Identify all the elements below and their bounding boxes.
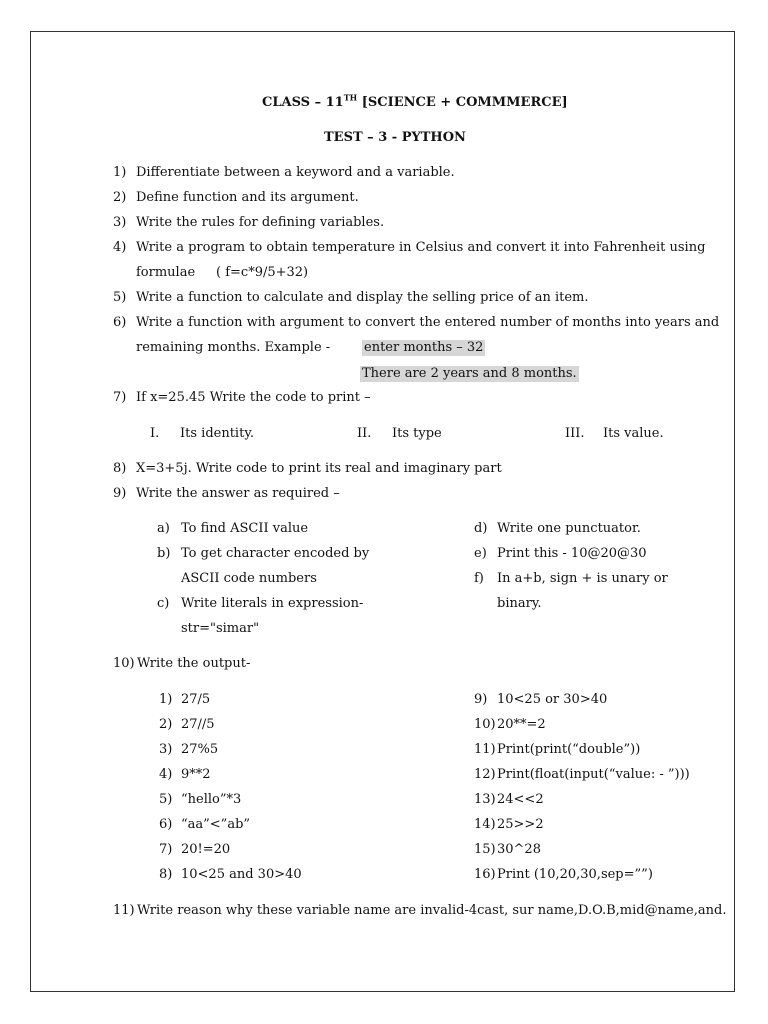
q9-b-line1: To get character encoded by (181, 546, 370, 561)
q10-right-9-number: 9) (474, 692, 488, 707)
q7-item-2-number: II. (357, 426, 372, 441)
class-prefix: CLASS – 11 (262, 95, 344, 110)
q10-right-11-number: 11) (474, 742, 496, 757)
q10-left-7-number: 7) (159, 842, 173, 857)
q10-left-2-number: 2) (159, 717, 173, 732)
q10-left-4-number: 4) (159, 767, 173, 782)
q10-text: Write the output- (137, 656, 251, 671)
q10-number: 10) (113, 656, 135, 671)
q6-number: 6) (113, 315, 127, 330)
q7-text: If x=25.45 Write the code to print – (136, 390, 371, 405)
q5-number: 5) (113, 290, 127, 305)
q10-right-15-text: 30^28 (497, 842, 541, 857)
q10-right-10-text: 20**=2 (497, 717, 546, 732)
q10-right-13-text: 24<<2 (497, 792, 544, 807)
q10-left-3-text: 27%5 (181, 742, 219, 757)
q9-f-line2: binary. (497, 596, 542, 611)
q10-left-5-text: “hello”*3 (181, 792, 242, 807)
q9-d-text: Write one punctuator. (497, 521, 641, 536)
q2-number: 2) (113, 190, 127, 205)
q10-right-12-text: Print(float(input(“value: - ”))) (497, 767, 690, 782)
q10-left-3-number: 3) (159, 742, 173, 757)
q7-item-1-number: I. (150, 426, 160, 441)
q4-formula: ( f=c*9/5+32) (216, 265, 309, 280)
q10-right-12-number: 12) (474, 767, 496, 782)
q4-number: 4) (113, 240, 127, 255)
q9-d-number: d) (474, 521, 488, 536)
q10-left-2-text: 27//5 (181, 717, 215, 732)
q10-right-16-text: Print (10,20,30,sep=””) (497, 867, 653, 882)
q9-e-text: Print this - 10@20@30 (497, 546, 647, 561)
q11-number: 11) (113, 903, 135, 918)
q9-a-text: To find ASCII value (181, 521, 309, 536)
q6-line2: remaining months. Example - (136, 340, 331, 355)
q9-c-line1: Write literals in expression- (181, 596, 364, 611)
q10-left-8-number: 8) (159, 867, 173, 882)
q10-left-4-text: 9**2 (181, 767, 211, 782)
q9-a-number: a) (157, 521, 170, 536)
q9-text: Write the answer as required – (136, 486, 340, 501)
q10-right-14-number: 14) (474, 817, 496, 832)
class-superscript: TH (343, 92, 358, 103)
q4-line2a: formulae (136, 265, 196, 280)
q1-text: Differentiate between a keyword and a variable. (136, 165, 455, 180)
class-heading (262, 92, 568, 111)
q9-e-number: e) (474, 546, 487, 561)
q3-text: Write the rules for defining variables. (136, 215, 385, 230)
q7-item-1-text: Its identity. (180, 426, 255, 441)
q8-number: 8) (113, 461, 127, 476)
q9-b-line2: ASCII code numbers (181, 571, 317, 586)
q10-left-1-number: 1) (159, 692, 173, 707)
q1-number: 1) (113, 165, 127, 180)
q9-f-number: f) (474, 571, 484, 586)
q8-text: X=3+5j. Write code to print its real and imaginary part (136, 461, 502, 476)
q10-left-7-text: 20!=20 (181, 842, 231, 857)
q10-right-9-text: 10<25 or 30>40 (497, 692, 608, 707)
q2-text: Define function and its argument. (136, 190, 359, 205)
test-heading: TEST – 3 - PYTHON (324, 130, 466, 145)
q10-right-15-number: 15) (474, 842, 496, 857)
q10-left-6-text: “aa”<”ab” (181, 817, 251, 832)
q11-text: Write reason why these variable name are invalid-4cast, sur name,D.O.B,mid@name,and. (137, 903, 727, 918)
q9-c-line2: str="simar" (181, 621, 260, 636)
q7-item-3-number: III. (565, 426, 585, 441)
q10-right-13-number: 13) (474, 792, 496, 807)
q7-item-2-text: Its type (392, 426, 442, 441)
q10-right-16-number: 16) (474, 867, 496, 882)
q9-b-number: b) (157, 546, 171, 561)
q7-item-3-text: Its value. (603, 426, 664, 441)
q6-example-output: There are 2 years and 8 months. (362, 366, 577, 381)
class-suffix: [SCIENCE + COMMMERCE] (357, 95, 568, 110)
q3-number: 3) (113, 215, 127, 230)
q7-number: 7) (113, 390, 127, 405)
q10-left-6-number: 6) (159, 817, 173, 832)
q10-right-14-text: 25>>2 (497, 817, 544, 832)
q6-example-input: enter months – 32 (364, 340, 484, 355)
q9-c-number: c) (157, 596, 170, 611)
q10-left-1-text: 27/5 (181, 692, 211, 707)
q6-line1: Write a function with argument to convert the entered number of months into years and (136, 315, 720, 330)
q10-right-10-number: 10) (474, 717, 496, 732)
q10-right-11-text: Print(print(“double”)) (497, 742, 641, 757)
q9-f-line1: In a+b, sign + is unary or (497, 571, 668, 586)
q9-number: 9) (113, 486, 127, 501)
q10-left-8-text: 10<25 and 30>40 (181, 867, 302, 882)
q5-text: Write a function to calculate and display the selling price of an item. (136, 290, 589, 305)
q4-line1: Write a program to obtain temperature in Celsius and convert it into Fahrenheit using (136, 240, 706, 255)
q10-left-5-number: 5) (159, 792, 173, 807)
